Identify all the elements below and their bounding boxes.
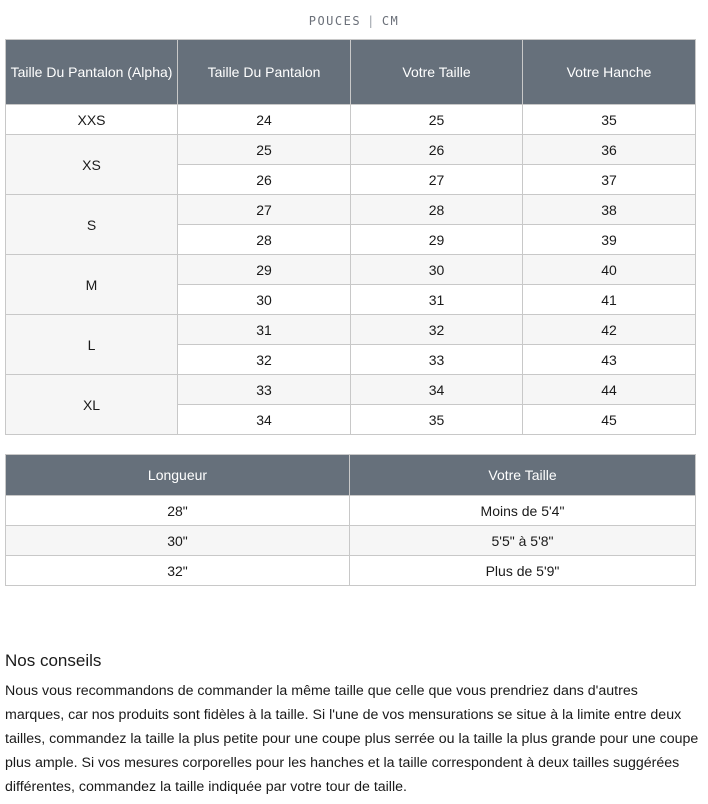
table-row [6, 375, 696, 405]
unit-separator: | [367, 14, 376, 28]
hip-cell: 36 [523, 135, 696, 165]
unit-cm-button[interactable]: CM [381, 14, 400, 28]
pant-size-cell: 24 [178, 105, 351, 135]
hip-cell: 41 [523, 285, 696, 315]
pant-size-cell: 33 [178, 375, 351, 405]
header-height: Votre Taille [350, 455, 696, 496]
pant-size-cell: 25 [178, 135, 351, 165]
length-cell: 30" [6, 526, 350, 556]
pant-size-cell: 26 [178, 165, 351, 195]
pant-size-cell: 28 [178, 225, 351, 255]
hip-cell: 42 [523, 315, 696, 345]
hip-cell: 39 [523, 225, 696, 255]
hip-cell: 38 [523, 195, 696, 225]
height-cell: 5'5" à 5'8" [350, 526, 696, 556]
waist-cell: 29 [351, 225, 523, 255]
hip-cell: 44 [523, 375, 696, 405]
hip-cell: 35 [523, 105, 696, 135]
waist-cell: 34 [351, 375, 523, 405]
waist-cell: 25 [351, 105, 523, 135]
table-row [6, 105, 696, 135]
unit-inches-button[interactable]: POUCES [308, 14, 362, 28]
header-hip: Votre Hanche [523, 40, 696, 105]
hip-cell: 40 [523, 255, 696, 285]
unit-toggle [0, 14, 708, 28]
table-row [6, 315, 696, 345]
hip-cell: 43 [523, 345, 696, 375]
hip-cell: 45 [523, 405, 696, 435]
pant-size-cell: 27 [178, 195, 351, 225]
waist-cell: 26 [351, 135, 523, 165]
height-cell: Plus de 5'9" [350, 556, 696, 586]
length-chart-table [5, 454, 696, 586]
table-row [6, 255, 696, 285]
length-cell: 28" [6, 496, 350, 526]
height-cell: Moins de 5'4" [350, 496, 696, 526]
header-pant-size: Taille Du Pantalon [178, 40, 351, 105]
waist-cell: 30 [351, 255, 523, 285]
waist-cell: 28 [351, 195, 523, 225]
header-waist: Votre Taille [351, 40, 523, 105]
waist-cell: 32 [351, 315, 523, 345]
advice-text: Nous vous recommandons de commander la même taille que celle que vous prendriez dans d'autres marques, car nos produits sont fidèles à la taille. Si l'une de vos mensurations se situe à la limite entre deux tailles, commandez la taille la plus petite pour une coupe plus serrée ou la taille la plus grande pour une coupe plus ample. Si vos mesures corporelles pour les hanches et la taille correspondent à deux tailles suggérées différentes, commandez la taille indiquée par votre tour de taille. [5, 683, 699, 795]
alpha-size-cell: L [6, 315, 178, 375]
waist-cell: 31 [351, 285, 523, 315]
hip-cell: 37 [523, 165, 696, 195]
table-row [6, 496, 696, 526]
alpha-size-cell: M [6, 255, 178, 315]
header-alpha-size: Taille Du Pantalon (Alpha) [6, 40, 178, 105]
waist-cell: 33 [351, 345, 523, 375]
length-cell: 32" [6, 556, 350, 586]
table-row [6, 526, 696, 556]
waist-cell: 27 [351, 165, 523, 195]
alpha-size-cell: S [6, 195, 178, 255]
table-row [6, 135, 696, 165]
table-header-row [6, 40, 696, 105]
alpha-size-cell: XL [6, 375, 178, 435]
pant-size-cell: 34 [178, 405, 351, 435]
pant-size-cell: 32 [178, 345, 351, 375]
waist-cell: 35 [351, 405, 523, 435]
header-length: Longueur [6, 455, 350, 496]
advice-title: Nos conseils [5, 651, 102, 670]
table-row [6, 195, 696, 225]
pant-size-cell: 29 [178, 255, 351, 285]
table-row [6, 556, 696, 586]
alpha-size-cell: XXS [6, 105, 178, 135]
size-chart-table [5, 39, 696, 435]
pant-size-cell: 31 [178, 315, 351, 345]
alpha-size-cell: XS [6, 135, 178, 195]
pant-size-cell: 30 [178, 285, 351, 315]
table-header-row [6, 455, 696, 496]
